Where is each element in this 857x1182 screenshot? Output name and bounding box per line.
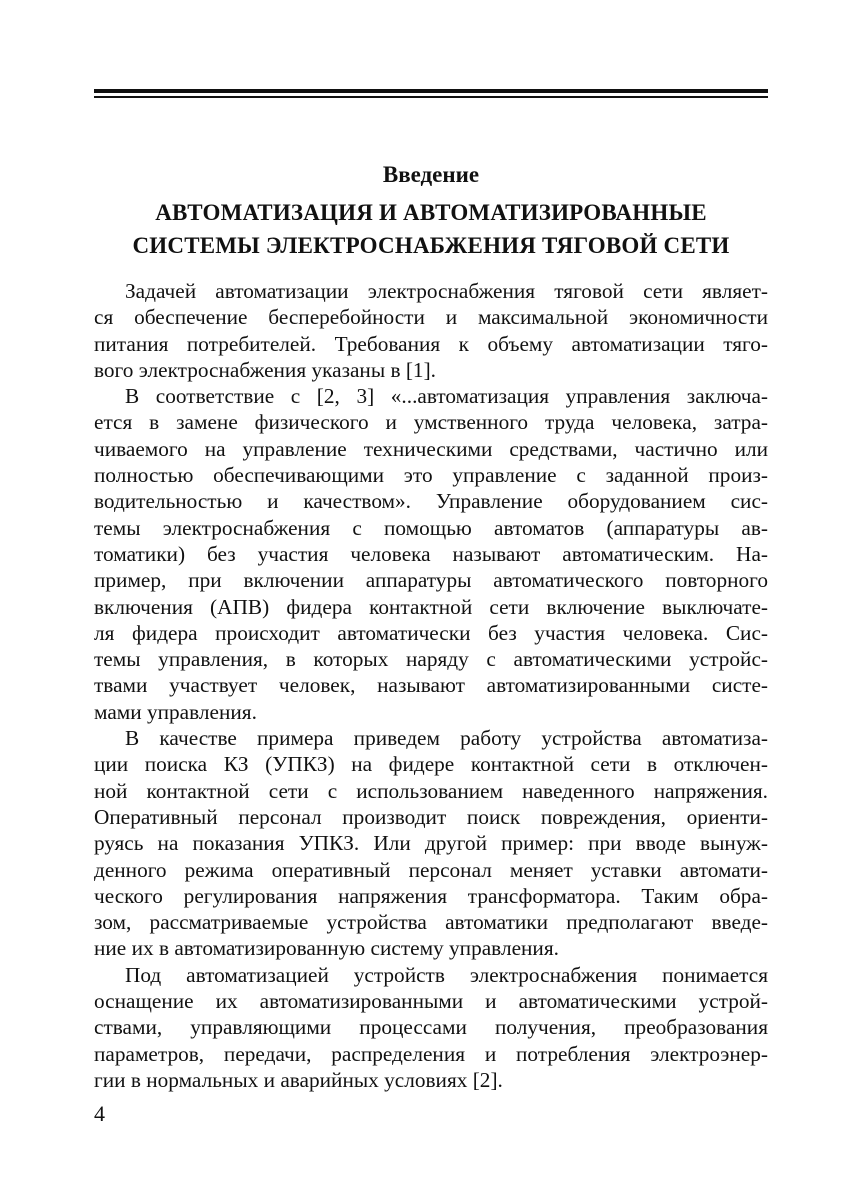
paragraph <box>94 962 768 1093</box>
text-line: Под автоматизацией устройств электроснабжения понимается <box>125 962 768 987</box>
text-line: темы электроснабжения с помощью автоматов (аппаратуры ав- <box>94 515 768 540</box>
text-line: зом, рассматриваемые устройства автоматики предполагают введе- <box>94 910 768 935</box>
text-line: ние их в автоматизированную систему управления. <box>94 936 559 961</box>
text-line: В соответствие с [2, 3] «...автоматизация управления заключа- <box>125 384 768 409</box>
text-line: пример, при включении аппаратуры автоматического повторного <box>94 568 768 593</box>
text-line: оснащение их автоматизированными и автоматическими устрой- <box>94 989 768 1014</box>
header-rule-thin <box>94 96 768 98</box>
text-line: руясь на показания УПКЗ. Или другой пример: при вводе вынуж- <box>94 831 768 856</box>
paragraph <box>94 383 768 725</box>
text-line: ствами, управляющими процессами получения, преобразования <box>94 1015 768 1040</box>
text-line: ся обеспечение бесперебойности и максимальной экономичности <box>94 305 768 330</box>
text-line: ется в замене физического и умственного труда человека, затра- <box>94 410 768 435</box>
page-number: 4 <box>94 1101 105 1126</box>
paragraph <box>94 278 768 383</box>
text-line: темы управления, в которых наряду с автоматическими устройс- <box>94 647 768 672</box>
text-line: томатики) без участия человека называют автоматическим. На- <box>94 541 768 566</box>
text-line: включения (АПВ) фидера контактной сети включение выключате- <box>94 594 768 619</box>
text-line: полностью обеспечивающими это управление с заданной произ- <box>94 463 768 488</box>
text-line: В качестве примера приведем работу устройства автоматиза- <box>125 726 768 751</box>
text-line: ции поиска КЗ (УПКЗ) на фидере контактной сети в отключен- <box>94 752 768 777</box>
text-line: чиваемого на управление техническими средствами, частично или <box>94 436 768 461</box>
text-line: Оперативный персонал производит поиск повреждения, ориенти- <box>94 804 768 829</box>
header-rule-thick <box>94 89 768 93</box>
text-line: вого электроснабжения указаны в [1]. <box>94 357 436 382</box>
text-line: ля фидера происходит автоматически без участия человека. Сис- <box>94 620 768 645</box>
section-label: Введение <box>382 162 480 187</box>
text-line: ческого регулирования напряжения трансформатора. Таким обра- <box>94 883 768 908</box>
text-line: мами управления. <box>94 699 257 724</box>
text-line: гии в нормальных и аварийных условиях [2]. <box>94 1067 503 1092</box>
chapter-title-line: СИСТЕМЫ ЭЛЕКТРОСНАБЖЕНИЯ ТЯГОВОЙ СЕТИ <box>132 233 730 258</box>
body-text <box>94 278 768 1093</box>
text-line: параметров, передачи, распределения и потребления электроэнер- <box>94 1041 768 1066</box>
text-line: твами участвует человек, называют автоматизированными систе- <box>94 673 768 698</box>
text-line: водительностью и качеством». Управление оборудованием сис- <box>94 489 768 514</box>
text-line: Задачей автоматизации электроснабжения тяговой сети являет- <box>125 279 768 303</box>
text-line: денного режима оперативный персонал меняет уставки автомати- <box>94 857 768 882</box>
text-line: питания потребителей. Требования к объему автоматизации тяго- <box>94 331 768 356</box>
paragraph <box>94 725 768 962</box>
text-line: ной контактной сети с использованием наведенного напряжения. <box>94 778 768 803</box>
chapter-title-line: АВТОМАТИЗАЦИЯ И АВТОМАТИЗИРОВАННЫЕ <box>155 200 707 225</box>
chapter-title <box>94 196 768 262</box>
